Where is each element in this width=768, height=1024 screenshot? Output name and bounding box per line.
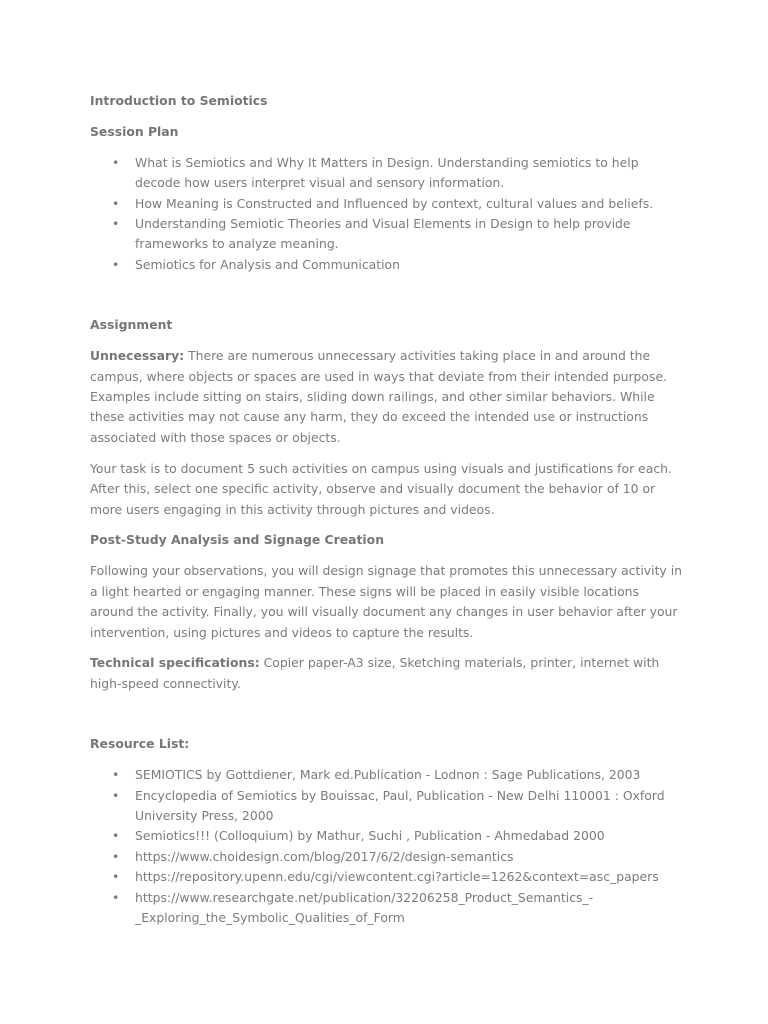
list-item-text: Semiotics for Analysis and Communication	[135, 256, 400, 272]
bullet-icon: •	[112, 195, 120, 211]
assignment-paragraph-3: Following your observations, you will design signage that promotes this unnecessary activity in a light hearted or engaging manner. These signs will be placed in easily visible locations around the activity. Finally, you will visually document any changes in user behavior after your intervention, using pictures and videos to capture the results.	[90, 563, 682, 640]
resource-link: https://www.choidesign.com/blog/2017/6/2/design-semantics	[135, 848, 514, 864]
list-item	[90, 847, 682, 867]
bullet-icon: •	[112, 154, 120, 170]
list-item-text: What is Semiotics and Why It Matters in Design. Understanding semiotics to help decode how users interpret visual and sensory information.	[135, 154, 639, 191]
list-item	[90, 153, 682, 194]
unnecessary-label: Unnecessary:	[90, 348, 185, 364]
resource-list	[90, 765, 682, 928]
resource-list-heading: Resource List:	[90, 736, 190, 752]
bullet-icon: •	[112, 787, 120, 803]
assignment-paragraph-1	[90, 346, 682, 448]
list-item	[90, 826, 682, 846]
list-item	[90, 867, 682, 887]
assignment-heading: Assignment	[90, 317, 173, 333]
session-plan-list	[90, 153, 682, 275]
list-item	[90, 255, 682, 275]
list-item	[90, 888, 682, 929]
bullet-icon: •	[112, 216, 120, 232]
document-title: Introduction to Semiotics	[90, 93, 268, 108]
bullet-icon: •	[112, 848, 120, 864]
resource-link: https://repository.upenn.edu/cgi/viewcontent.cgi?article=1262&context=asc_papers	[135, 869, 659, 885]
list-item	[90, 765, 682, 785]
list-item-text: SEMIOTICS by Gottdiener, Mark ed.Publication - Lodnon : Sage Publications, 2003	[135, 767, 641, 783]
bullet-icon: •	[112, 828, 120, 844]
session-plan-heading: Session Plan	[90, 123, 179, 139]
bullet-icon: •	[112, 889, 120, 905]
unnecessary-text: There are numerous unnecessary activities taking place in and around the campus, where objects or spaces are used in ways that deviate from their intended purpose. Examples include sitting on stairs, sliding down railings, and other similar behaviors. While these activities may not cause any harm, they do exceed the intended use or instructions associated with those spaces or objects.	[90, 348, 668, 445]
post-study-heading: Post-Study Analysis and Signage Creation	[90, 532, 385, 548]
technical-specifications-text: Copier paper-A3 size, Sketching materials, printer, internet with high-speed connectivity.	[90, 655, 660, 691]
document-page	[90, 91, 682, 928]
technical-specifications	[90, 653, 682, 694]
bullet-icon: •	[112, 869, 120, 885]
bullet-icon: •	[112, 256, 120, 272]
list-item	[90, 786, 682, 827]
list-item-text: Encyclopedia of Semiotics by Bouissac, Paul, Publication - New Delhi 110001 : Oxford University Press, 2000	[135, 787, 665, 823]
list-item-text: How Meaning is Constructed and Influenced by context, cultural values and beliefs.	[135, 195, 654, 211]
technical-specifications-label: Technical specifications:	[90, 655, 260, 671]
list-item	[90, 194, 682, 214]
list-item	[90, 214, 682, 255]
resource-link: https://www.researchgate.net/publication/32206258_Product_Semantics_-_Exploring_the_Symbolic_Qualities_of_Form	[135, 889, 594, 925]
bullet-icon: •	[112, 767, 120, 783]
list-item-text: Understanding Semiotic Theories and Visual Elements in Design to help provide frameworks to analyze meaning.	[135, 216, 631, 252]
list-item-text: Semiotics!!! (Colloquium) by Mathur, Suchi , Publication - Ahmedabad 2000	[135, 828, 605, 844]
assignment-paragraph-2: Your task is to document 5 such activities on campus using visuals and justifications for each. After this, select one specific activity, observe and visually document the behavior of 10 or more users engaging in this activity through pictures and videos.	[90, 460, 672, 517]
